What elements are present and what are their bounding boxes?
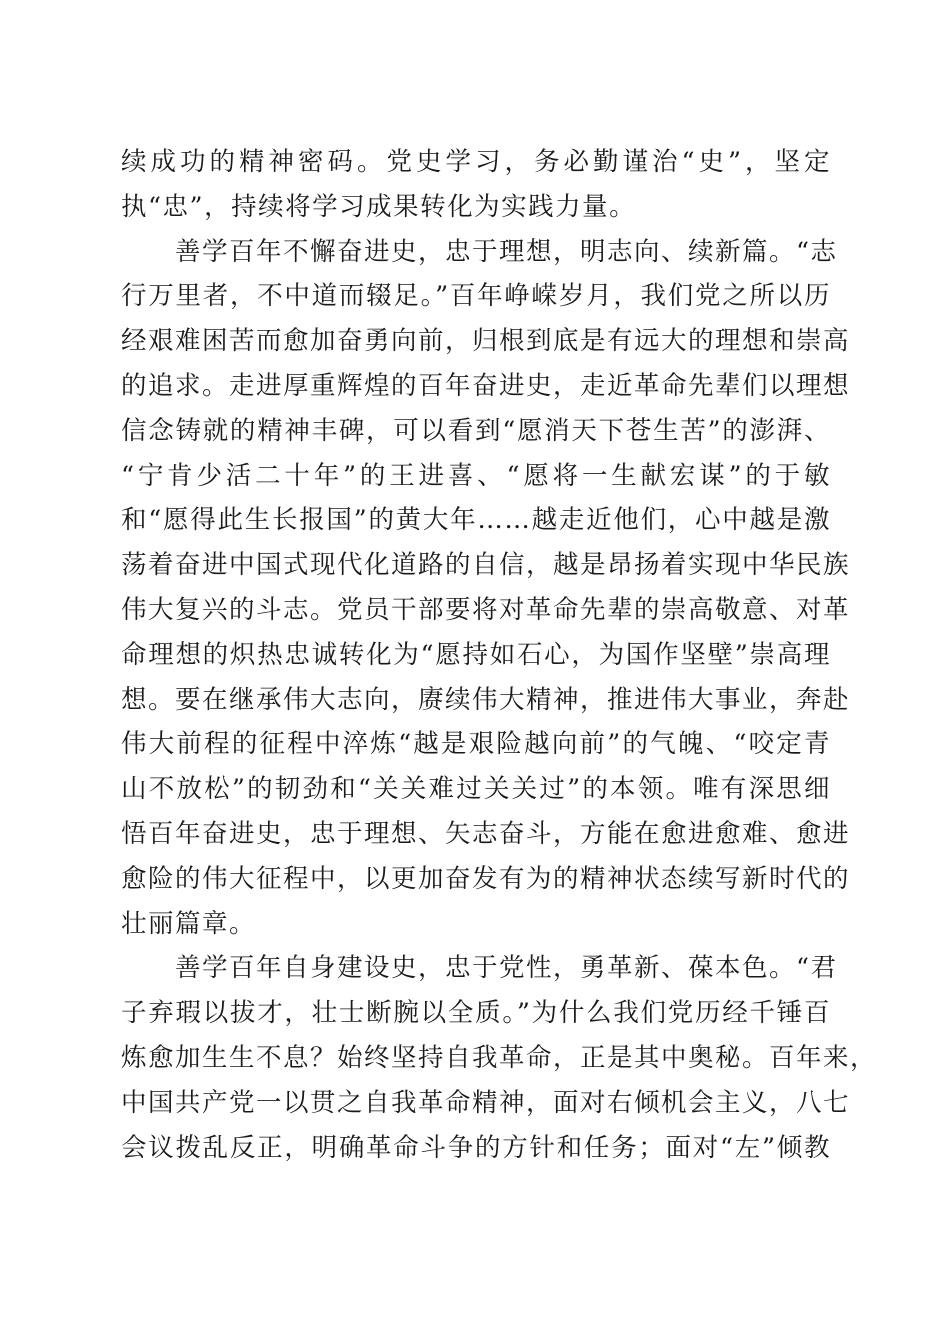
text-line: 善学百年不懈奋进史，忠于理想，明志向、续新篇。“志 xyxy=(121,236,838,267)
text-line: 伟大前程的征程中淬炼“越是艰险越向前”的气魄、“咬定青 xyxy=(121,729,831,760)
text-line: 悟百年奋进史，忠于理想、矢志奋斗，方能在愈进愈难、愈进 xyxy=(121,818,851,849)
text-line: 中国共产党一以贯之自我革命精神，面对右倾机会主义，八七 xyxy=(121,1087,851,1118)
text-line: 的追求。走进厚重辉煌的百年奋进史，走近革命先辈们以理想 xyxy=(121,370,851,401)
text-line: “宁肯少活二十年”的王进喜、“愿将一生献宏谋”的于敏 xyxy=(121,460,831,491)
text-line: 执“忠”，持续将学习成果转化为实践力量。 xyxy=(121,191,637,222)
text-line: 和“愿得此生长报国”的黄大年……越走近他们，心中越是激 xyxy=(121,505,831,536)
paragraph-3 xyxy=(121,946,878,1170)
text-line: 经艰难困苦而愈加奋勇向前，归根到底是有远大的理想和崇高 xyxy=(121,326,851,357)
paragraph-1 xyxy=(121,140,831,230)
text-line: 子弃瑕以拔才，壮士断腕以全质。”为什么我们党历经千锤百 xyxy=(121,998,831,1029)
text-line: 续成功的精神密码。党史学习，务必勤谨治“史”，坚定 xyxy=(121,147,831,177)
body-text xyxy=(121,140,878,1170)
text-line: 命理想的炽热忠诚转化为“愿持如石心，为国作坚壁”崇高理 xyxy=(121,639,831,670)
text-line: 伟大复兴的斗志。党员干部要将对革命先辈的崇高敬意、对革 xyxy=(121,594,851,625)
text-line: 炼愈加生生不息？始终坚持自我革命，正是其中奥秘。百年来， xyxy=(121,1042,878,1073)
text-line: 行万里者，不中道而辍足。”百年峥嵘岁月，我们党之所以历 xyxy=(121,281,831,312)
text-line: 想。要在继承伟大志向，赓续伟大精神，推进伟大事业，奔赴 xyxy=(121,684,851,715)
text-line: 山不放松”的韧劲和“关关难过关关过”的本领。唯有深思细 xyxy=(121,774,831,805)
text-line: 信念铸就的精神丰碑，可以看到“愿消天下苍生苦”的澎湃、 xyxy=(121,415,831,446)
paragraph-2 xyxy=(121,230,851,947)
text-line: 会议拨乱反正，明确革命斗争的方针和任务；面对“左”倾教 xyxy=(121,1132,831,1163)
text-line: 壮丽篇章。 xyxy=(121,908,257,939)
text-line: 荡着奋进中国式现代化道路的自信，越是昂扬着实现中华民族 xyxy=(121,550,851,581)
text-line: 善学百年自身建设史，忠于党性，勇革新、葆本色。“君 xyxy=(121,953,838,984)
text-line: 愈险的伟大征程中，以更加奋发有为的精神状态续写新时代的 xyxy=(121,863,851,894)
